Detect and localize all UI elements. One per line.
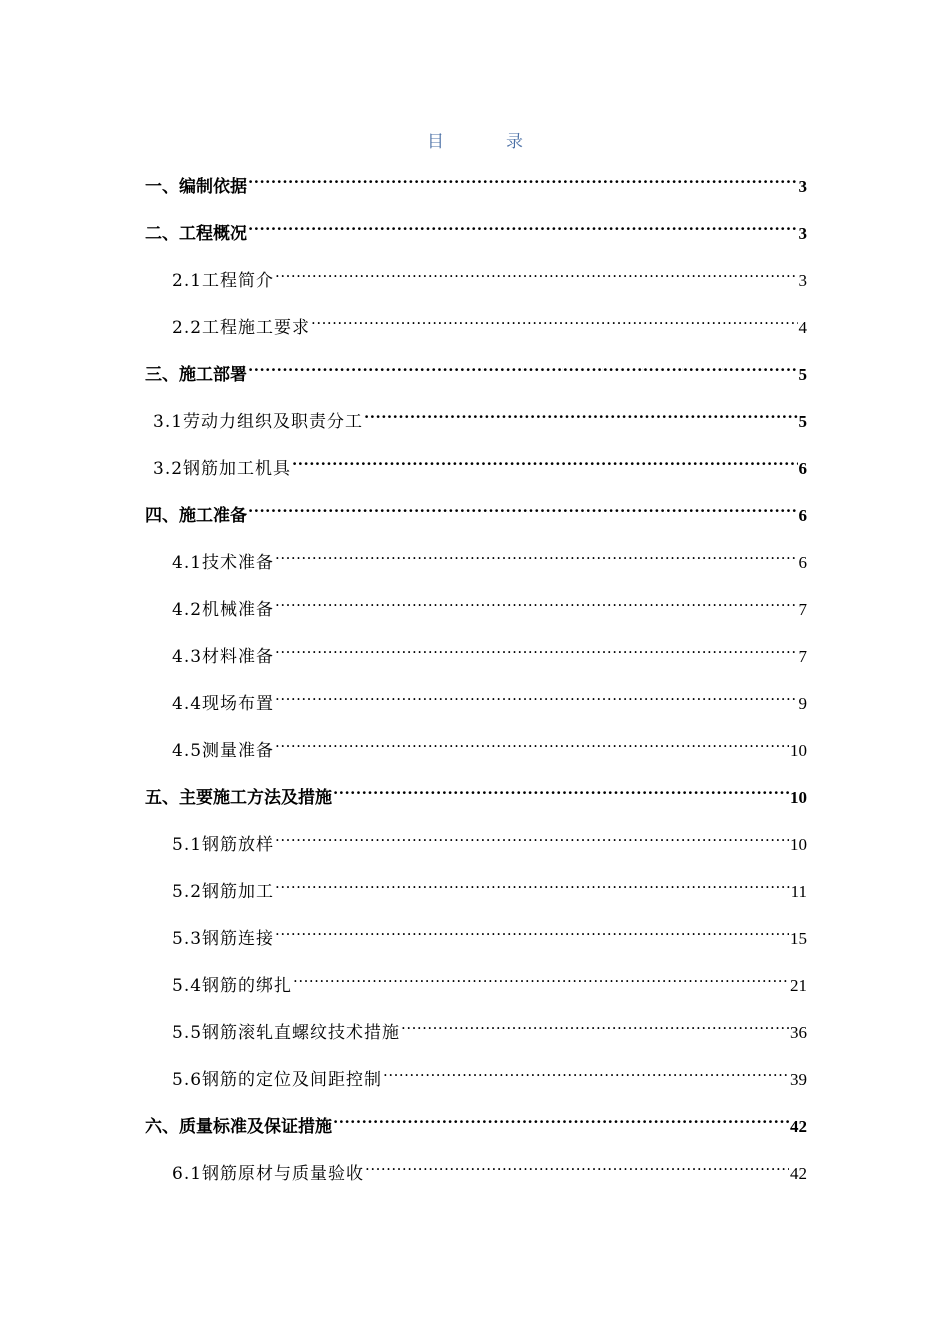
toc-entry-page: 39 [790,1070,807,1089]
toc-entry-label: 2.2工程施工要求 [172,318,311,338]
toc-entry-2-2[interactable] [172,303,807,338]
toc-entry-label: 5.2钢筋加工 [172,882,275,902]
toc-title [0,127,950,152]
toc-entry-page: 7 [798,647,807,666]
dot-leader [383,1055,789,1085]
toc-entry-label: 2.1工程简介 [172,271,275,291]
toc-title-part2: 录 [506,132,523,152]
toc-entry-page: 42 [790,1164,807,1183]
toc-entry-5-5[interactable] [172,1008,807,1043]
toc-entry-1[interactable] [145,162,807,197]
toc-entry-label: 5.3钢筋连接 [172,929,275,949]
toc-entry-page: 4 [798,318,807,337]
toc-entry-6[interactable] [145,1102,807,1137]
toc-entry-5-3[interactable] [172,914,807,949]
toc-entry-label: 四、施工准备 [145,506,247,526]
toc-entry-5[interactable] [145,773,807,808]
toc-entry-label: 3.1劳动力组织及职责分工 [153,412,364,432]
toc-entry-page: 11 [790,882,807,901]
toc-entry-label: 3.2钢筋加工机具 [153,459,292,479]
dot-leader [293,961,789,991]
toc-entry-label: 4.1技术准备 [172,553,275,573]
toc-entry-label: 4.3材料准备 [172,647,275,667]
dot-leader [275,632,797,662]
dot-leader [275,914,789,944]
toc-entry-label: 五、主要施工方法及措施 [145,788,332,808]
toc-entry-page: 6 [798,459,807,478]
toc-entry-4-4[interactable] [172,679,807,714]
toc-entry-label: 一、编制依据 [145,177,247,197]
toc-entry-page: 10 [790,835,807,854]
toc-entry-4-5[interactable] [172,726,807,761]
dot-leader [275,726,789,756]
dot-leader [248,350,798,380]
toc-entry-page: 3 [798,271,807,290]
dot-leader [333,773,789,803]
dot-leader [401,1008,789,1038]
toc-entry-4-3[interactable] [172,632,807,667]
toc-entry-page: 5 [798,365,807,384]
dot-leader [248,209,798,239]
toc-entry-label: 4.4现场布置 [172,694,275,714]
dot-leader [311,303,797,333]
toc-title-part1: 目 [427,132,444,152]
toc-entry-2[interactable] [145,209,807,244]
toc-entry-page: 6 [798,553,807,572]
toc-entry-page: 3 [798,224,807,243]
toc-entry-page: 42 [790,1117,807,1136]
toc-entry-page: 7 [798,600,807,619]
dot-leader [275,820,789,850]
toc-entry-page: 21 [790,976,807,995]
dot-leader [364,397,797,427]
toc-entry-label: 5.1钢筋放样 [172,835,275,855]
dot-leader [292,444,797,474]
toc-entry-label: 4.2机械准备 [172,600,275,620]
toc-entry-label: 六、质量标准及保证措施 [145,1117,332,1137]
toc-entry-4-1[interactable] [172,538,807,573]
dot-leader [275,867,790,897]
toc-entry-label: 4.5测量准备 [172,741,275,761]
toc-entry-page: 15 [790,929,807,948]
toc-entry-page: 3 [798,177,807,196]
toc-entry-2-1[interactable] [172,256,807,291]
dot-leader [248,162,798,192]
toc-entry-4[interactable] [145,491,807,526]
toc-entry-3-2[interactable] [153,444,807,479]
dot-leader [275,679,797,709]
toc-entry-label: 5.6钢筋的定位及间距控制 [172,1070,383,1090]
toc-entry-page: 6 [798,506,807,525]
toc-entry-5-6[interactable] [172,1055,807,1090]
dot-leader [333,1102,789,1132]
dot-leader [248,491,798,521]
toc-entry-label: 三、施工部署 [145,365,247,385]
toc-entry-4-2[interactable] [172,585,807,620]
toc-entry-page: 36 [790,1023,807,1042]
dot-leader [365,1149,789,1179]
dot-leader [275,585,797,615]
toc-entry-page: 10 [790,741,807,760]
toc-entry-label: 6.1钢筋原材与质量验收 [172,1164,365,1184]
dot-leader [275,256,797,286]
toc-entry-3[interactable] [145,350,807,385]
toc-entry-label: 5.4钢筋的绑扎 [172,976,293,996]
toc-entry-page: 5 [798,412,807,431]
toc-entry-5-2[interactable] [172,867,807,902]
toc-entry-label: 二、工程概况 [145,224,247,244]
toc-entry-5-1[interactable] [172,820,807,855]
toc-entry-page: 9 [798,694,807,713]
toc-entry-label: 5.5钢筋滚轧直螺纹技术措施 [172,1023,401,1043]
toc-entry-6-1[interactable] [172,1149,807,1184]
dot-leader [275,538,797,568]
toc-entry-page: 10 [790,788,807,807]
toc-entry-5-4[interactable] [172,961,807,996]
toc-entry-3-1[interactable] [153,397,807,432]
